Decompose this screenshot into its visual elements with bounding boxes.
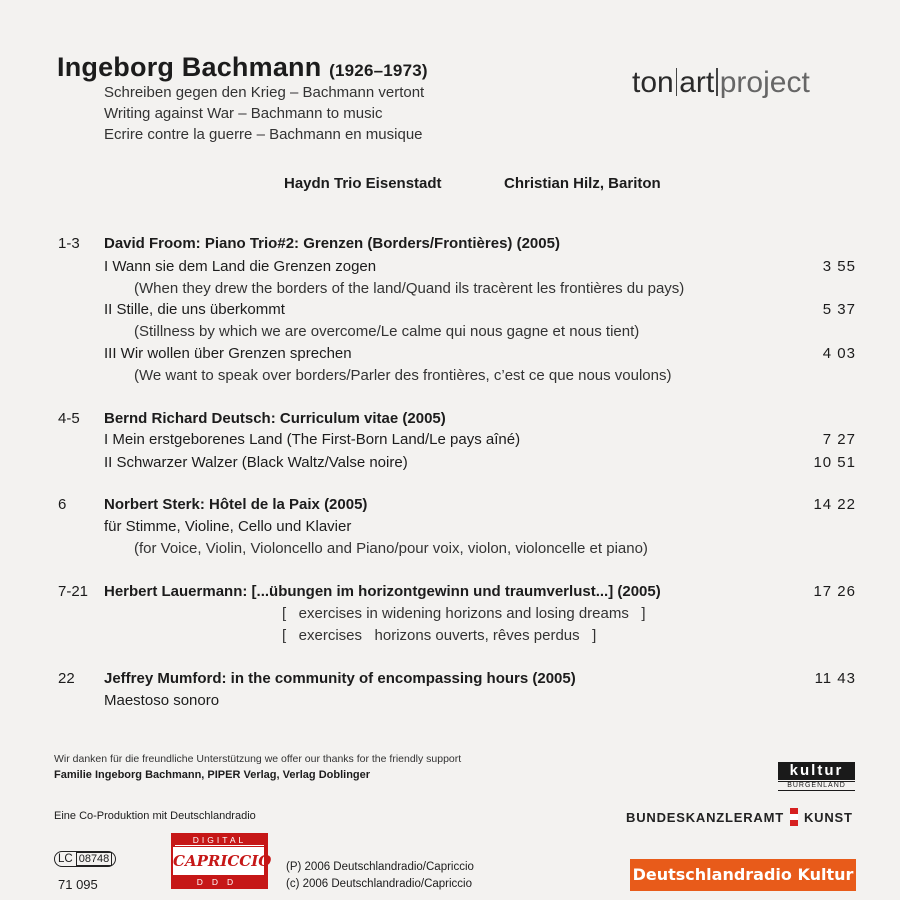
track-number: 22: [58, 670, 75, 687]
album-title: [57, 52, 428, 83]
tonartproject-logo: ton art project: [632, 66, 810, 99]
work-title: Bernd Richard Deutsch: Curriculum vitae (2005): [104, 410, 446, 427]
work-title: Jeffrey Mumford: in the community of encompassing hours (2005): [104, 670, 576, 687]
subtitle-de: Schreiben gegen den Krieg – Bachmann vertont: [104, 84, 425, 101]
movement-label: II Schwarzer Walzer (Black Waltz/Valse noire): [104, 454, 408, 471]
movement-translation: (When they drew the borders of the land/Quand ils tracèrent les frontières du pays): [134, 280, 685, 297]
track-number: 4-5: [58, 410, 80, 427]
composer-years: (1926–1973): [329, 61, 428, 80]
movement-label: III Wir wollen über Grenzen sprechen: [104, 345, 352, 362]
track-duration: 4 03: [822, 345, 856, 362]
work-title: Norbert Sterk: Hôtel de la Paix (2005): [104, 496, 368, 513]
subtitle-fr: Ecrire contre la guerre – Bachmann en musique: [104, 126, 423, 143]
performer-baritone: Christian Hilz, Bariton: [504, 175, 661, 192]
movement-label: II Stille, die uns überkommt: [104, 301, 285, 318]
track-number: 6: [58, 496, 67, 513]
work-instrumentation-translation: (for Voice, Violin, Violoncello and Piano/pour voix, violon, violoncelle et piano): [134, 540, 648, 557]
track-number: 1-3: [58, 235, 80, 252]
track-duration: 10 51: [813, 454, 856, 471]
performer-trio: Haydn Trio Eisenstadt: [284, 175, 442, 192]
track-duration: 7 27: [822, 431, 856, 448]
movement-translation: (Stillness by which we are overcome/Le calme qui nous gagne et nous tient): [134, 323, 640, 340]
catalog-number: 71 095: [58, 877, 98, 892]
track-number: 7-21: [58, 583, 89, 600]
work-title: Herbert Lauermann: [...übungen im horizontgewinn und traumverlust...] (2005): [104, 583, 661, 600]
movement-label: I Mein erstgeborenes Land (The First-Born Land/Le pays aîné): [104, 431, 521, 448]
label-code-badge: LC 08748: [54, 851, 116, 867]
phonogram-notice: (P) 2006 Deutschlandradio/Capriccio: [286, 861, 474, 873]
track-duration: 14 22: [813, 496, 856, 513]
work-tempo: Maestoso sonoro: [104, 692, 220, 709]
work-title: David Froom: Piano Trio#2: Grenzen (Borders/Frontières) (2005): [104, 235, 560, 252]
track-duration: 5 37: [822, 301, 856, 318]
work-instrumentation: für Stimme, Violine, Cello und Klavier: [104, 518, 352, 535]
track-duration: 11 43: [814, 670, 856, 687]
kultur-burgenland-logo: kultur BURGENLAND: [778, 762, 855, 790]
composer-name: Ingeborg Bachmann: [57, 52, 322, 82]
bundeskanzleramt-logo: BUNDESKANZLERAMT KUNST: [626, 809, 853, 825]
track-duration: 17 26: [813, 583, 856, 600]
coproduction-text: Eine Co-Produktion mit Deutschlandradio: [54, 810, 256, 822]
work-subtitle-fr: [ exercises horizons ouverts, rêves perdus ]: [282, 627, 597, 644]
austria-flag-icon: [790, 808, 798, 826]
capriccio-logo: DIGITAL CAPRICCIO DDD: [173, 835, 272, 887]
deutschlandradio-kultur-logo: Deutschlandradio Kultur: [630, 859, 856, 891]
movement-label: I Wann sie dem Land die Grenzen zogen: [104, 258, 377, 275]
subtitle-en: Writing against War – Bachmann to music: [104, 105, 383, 122]
movement-translation: (We want to speak over borders/Parler des frontières, c’est ce que nous voulons): [134, 367, 672, 384]
work-subtitle-en: [ exercises in widening horizons and losing dreams ]: [282, 605, 646, 622]
copyright-notice: (c) 2006 Deutschlandradio/Capriccio: [286, 878, 473, 890]
track-duration: 3 55: [822, 258, 856, 275]
thanks-text: Wir danken für die freundliche Unterstützung we offer our thanks for the friendly support: [54, 753, 462, 765]
sponsors-text: Familie Ingeborg Bachmann, PIPER Verlag, Verlag Doblinger: [54, 769, 371, 781]
